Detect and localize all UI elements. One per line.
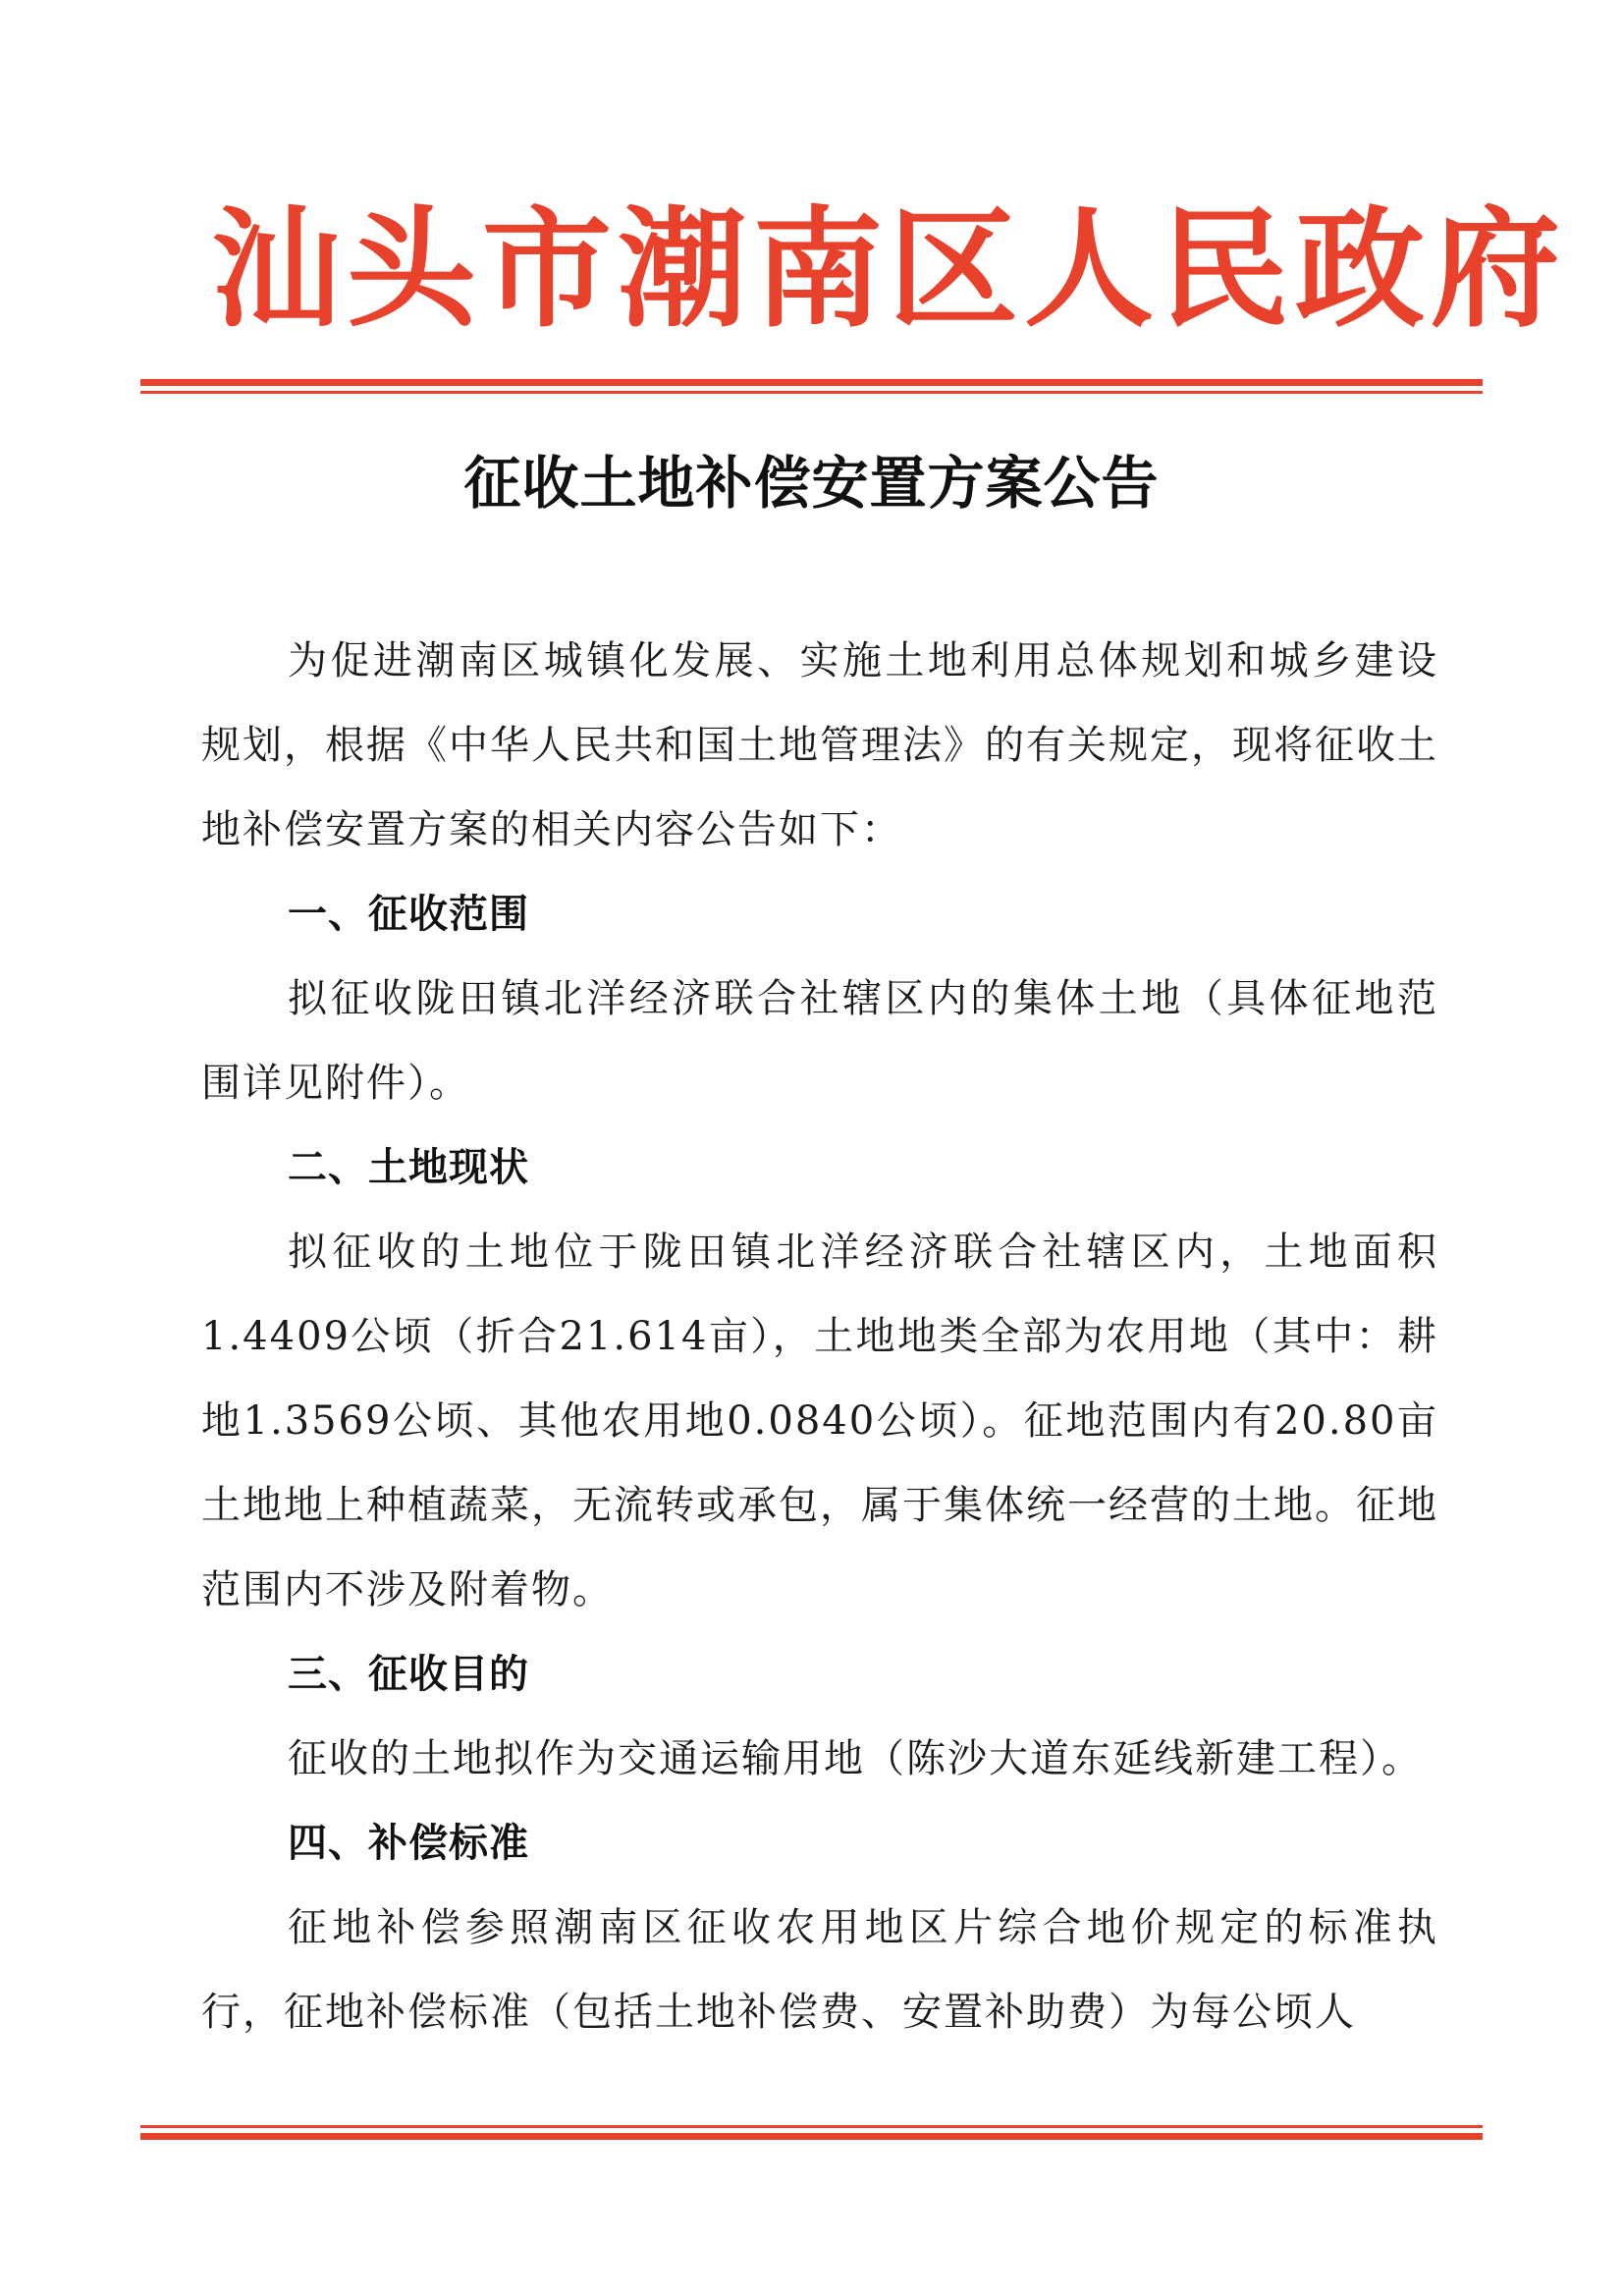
section-heading-compensation: 四、补偿标准 (288, 1821, 529, 1866)
section-text-purpose: 征收的土地拟作为交通运输用地（陈沙大道东延线新建工程）。 (288, 1736, 1423, 1781)
section-heading-scope: 一、征收范围 (288, 892, 529, 937)
rule-thick-line (140, 379, 1483, 386)
footer-red-rule (140, 2125, 1483, 2140)
issuer-header: 汕头市潮南区人民政府 (211, 193, 1566, 346)
header-red-rule (140, 379, 1483, 394)
section-text-scope: 拟征收陇田镇北洋经济联合社辖区内的集体土地（具体征地范围详见附件）。 (201, 976, 1438, 1106)
rule-thin-line (140, 391, 1483, 394)
document-title: 征收土地补偿安置方案公告 (463, 450, 1160, 517)
rule-thick-line (140, 2133, 1483, 2140)
section-text-compensation: 征地补偿参照潮南区征收农用地区片综合地价规定的标准执行，征地补偿标准（包括土地补偿费、安置补助费）为每公顷人 (201, 1905, 1438, 2035)
intro-paragraph: 为促进潮南区城镇化发展、实施土地利用总体规划和城乡建设规划，根据《中华人民共和国土地管理法》的有关规定，现将征收土地补偿安置方案的相关内容公告如下： (201, 638, 1438, 852)
section-heading-land-status: 二、土地现状 (288, 1145, 529, 1190)
document-body (201, 619, 1438, 2054)
section-heading-purpose: 三、征收目的 (288, 1652, 529, 1697)
section-text-land-status: 拟征收的土地位于陇田镇北洋经济联合社辖区内，土地面积1.4409公顷（折合21.614亩），土地地类全部为农用地（其中：耕地1.3569公顷、其他农用地0.0840公顷）。征地范围内有20.80亩土地地上种植蔬菜，无流转或承包，属于集体统一经营的土地。征地范围内不涉及附着物。 (201, 1230, 1438, 1613)
